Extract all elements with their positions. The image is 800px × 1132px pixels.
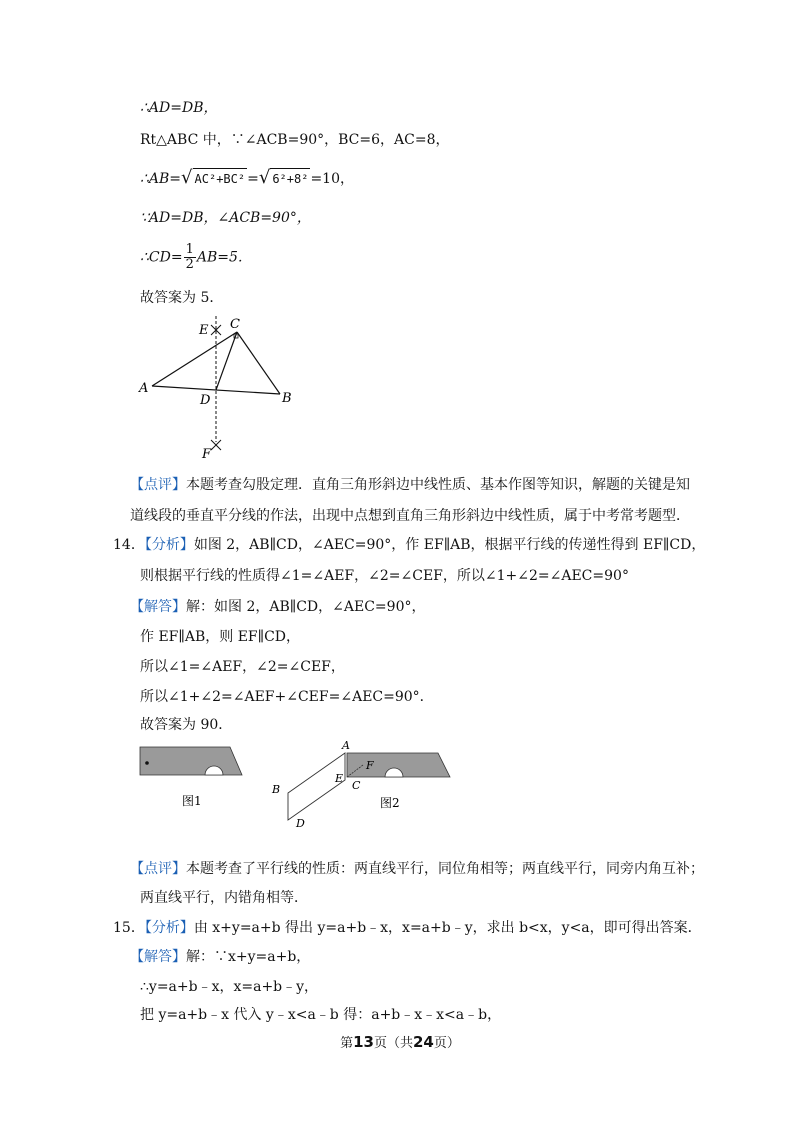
radical-sign: √ xyxy=(258,167,271,188)
analysis-text: 由 x+y=a+b 得出 y=a+b﹣x，x=a+b﹣y，求出 b<x，y<a，即可得出答案． xyxy=(193,920,702,936)
comment-text: 本题考查勾股定理．直角三角形斜边中线性质、基本作图等知识，解题的关键是知 xyxy=(186,477,690,493)
radical-sign: √ xyxy=(181,167,193,188)
q15-number: 15． xyxy=(113,920,145,936)
q15-answer-line1 xyxy=(130,947,310,967)
step-given: ∵AD=DB，∠ACB=90°， xyxy=(140,210,311,226)
label-e2: E xyxy=(335,772,344,785)
q15-analysis-line xyxy=(113,918,702,938)
frac-den: 2 xyxy=(185,257,194,272)
label-c2: C xyxy=(352,779,361,792)
label-e: E xyxy=(199,323,209,338)
q14-step1: 作 EF∥AB，则 EF∥CD， xyxy=(140,629,301,645)
q15-step1: ∴y=a+b﹣x，x=a+b﹣y， xyxy=(140,979,319,995)
ruler-dot-1 xyxy=(145,761,149,765)
page-footer xyxy=(0,1032,800,1051)
label-d: D xyxy=(200,393,211,408)
frac-num: 1 xyxy=(185,242,194,257)
comment-13-line1 xyxy=(130,475,690,495)
sqrt-expr-2: 6²+8² xyxy=(270,168,310,189)
label-f2: F xyxy=(366,759,374,772)
comment-tag: 【点评】 xyxy=(130,861,186,877)
triangle-figure xyxy=(130,312,310,462)
q15-step2: 把 y=a+b﹣x 代入 y﹣x<a﹣b 得：a+b﹣x﹣x<a﹣b， xyxy=(140,1007,502,1023)
footer-pre: 第 xyxy=(340,1036,354,1051)
answer-tag: 【解答】 xyxy=(130,599,186,615)
fraction-half xyxy=(184,243,196,272)
answer-5: 故答案为 5． xyxy=(140,290,224,306)
label-b: B xyxy=(282,391,292,406)
label-a2: A xyxy=(342,739,350,752)
label-a: A xyxy=(139,381,149,396)
q14-analysis-line1 xyxy=(113,535,705,555)
side-cb xyxy=(237,332,280,394)
q14-step2: 所以∠1=∠AEF，∠2=∠CEF， xyxy=(140,659,345,675)
eq-sign: = xyxy=(247,171,259,187)
fig2-caption: 图2 xyxy=(380,796,400,810)
page-number: 13 xyxy=(353,1033,374,1051)
comment-13-line2: 道线段的垂直平分线的作法，出现中点想到直角三角形斜边中线性质，属于中考常考题型． xyxy=(130,508,690,524)
q14-comment-line2: 两直线平行，内错角相等． xyxy=(140,890,308,906)
ruler-shape-1 xyxy=(140,747,242,775)
q14-analysis-line2: 则根据平行线的性质得∠1=∠AEF，∠2=∠CEF，所以∠1+∠2=∠AEC=90° xyxy=(140,568,629,584)
q14-answer-line1 xyxy=(130,597,425,617)
fig1-caption: 图1 xyxy=(182,794,202,808)
label-c: C xyxy=(230,317,240,332)
ab-result: =10， xyxy=(310,171,354,187)
label-b2: B xyxy=(272,783,281,796)
label-d2: D xyxy=(296,817,305,830)
q14-step4: 故答案为 90． xyxy=(140,717,233,733)
total-pages: 24 xyxy=(413,1033,434,1051)
step-cd xyxy=(140,243,252,272)
side-ac xyxy=(152,332,237,386)
analysis-text: 如图 2，AB∥CD，∠AEC=90°，作 EF∥AB，根据平行线的传递性得到 EF∥CD， xyxy=(193,537,706,553)
answer-text: 解：∵x+y=a+b， xyxy=(186,949,311,965)
cd-eq: ∴CD= xyxy=(140,249,183,266)
label-f: F xyxy=(202,447,212,462)
footer-post: 页） xyxy=(433,1036,460,1051)
q14-comment-line1 xyxy=(130,859,704,879)
sqrt-expr-1: AC²+BC² xyxy=(193,168,248,189)
parallelogram-abcd xyxy=(288,753,345,820)
footer-mid: 页（共 xyxy=(373,1036,413,1051)
comment-text: 本题考查了平行线的性质：两直线平行，同位角相等；两直线平行，同旁内角互补； xyxy=(186,861,704,877)
answer-tag: 【解答】 xyxy=(130,949,186,965)
cd-result: AB=5． xyxy=(196,249,252,266)
median-cd xyxy=(216,332,237,390)
ab-eq: ∴AB= xyxy=(140,171,182,187)
ruler-figures xyxy=(130,735,470,835)
analysis-tag: 【分析】 xyxy=(144,537,194,553)
q14-number: 14． xyxy=(113,537,145,553)
step-ad-eq-db: ∴AD=DB， xyxy=(140,100,218,116)
step-ab-sqrt xyxy=(140,168,354,189)
q14-step3: 所以∠1+∠2=∠AEF+∠CEF=∠AEC=90°． xyxy=(140,689,434,705)
answer-text: 解：如图 2，AB∥CD，∠AEC=90°， xyxy=(186,599,426,615)
comment-tag: 【点评】 xyxy=(130,477,186,493)
analysis-tag: 【分析】 xyxy=(144,920,194,936)
step-right-triangle: Rt△ABC 中，∵∠ACB=90°，BC=6，AC=8， xyxy=(140,132,450,148)
